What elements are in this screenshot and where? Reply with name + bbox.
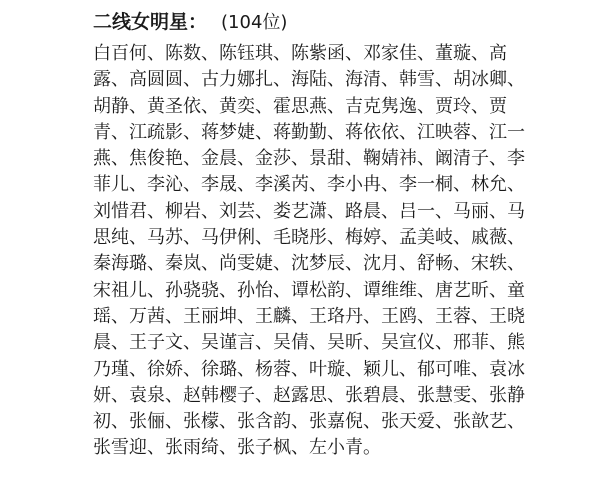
names-paragraph — [93, 41, 573, 462]
title-label: 二线女明星： — [93, 11, 208, 33]
paragraph-line: 青、江疏影、蒋梦婕、蒋勤勤、蒋依依、江映蓉、江一 — [93, 121, 525, 143]
paragraph-line: 初、张俪、张檬、张含韵、张嘉倪、张天爱、张歆艺、 — [93, 411, 525, 433]
paragraph-line: 燕、焦俊艳、金晨、金莎、景甜、鞠婧祎、阚清子、李 — [93, 148, 525, 170]
paragraph-line: 晨、王子文、吴谨言、吴倩、吴昕、吴宣仪、邢菲、熊 — [93, 332, 525, 354]
paragraph-line: 白百何、陈数、陈钰琪、陈紫函、邓家佳、董璇、高 — [93, 43, 507, 64]
title-count: (104位) — [221, 12, 288, 33]
paragraph-line: 胡静、黄圣依、黄奕、霍思燕、吉克隽逸、贾玲、贾 — [93, 95, 507, 117]
paragraph-line: 刘惜君、柳岩、刘芸、娄艺潇、路晨、吕一、马丽、马 — [93, 200, 525, 222]
paragraph-line: 张雪迎、张雨绮、张子枫、左小青。 — [93, 437, 381, 459]
paragraph-line: 妍、袁泉、赵韩樱子、赵露思、张碧晨、张慧雯、张静 — [93, 384, 525, 406]
paragraph-line: 思纯、马苏、马伊俐、毛晓彤、梅婷、孟美岐、戚薇、 — [93, 227, 525, 249]
section-title — [93, 8, 287, 37]
paragraph-line: 露、高圆圆、古力娜扎、海陆、海清、韩雪、胡冰卿、 — [93, 69, 525, 91]
paragraph-line: 秦海璐、秦岚、尚雯婕、沈梦辰、沈月、舒畅、宋轶、 — [93, 253, 525, 275]
paragraph-line: 菲儿、李沁、李晟、李溪芮、李小冉、李一桐、林允、 — [93, 174, 525, 196]
paragraph-line: 瑶、万茜、王丽坤、王麟、王珞丹、王鸥、王蓉、王晓 — [93, 305, 525, 327]
paragraph-line: 宋祖儿、孙骁骁、孙怡、谭松韵、谭维维、唐艺昕、童 — [93, 279, 525, 301]
paragraph-line: 乃瑾、徐娇、徐璐、杨蓉、叶璇、颖儿、郁可唯、袁冰 — [93, 358, 525, 380]
